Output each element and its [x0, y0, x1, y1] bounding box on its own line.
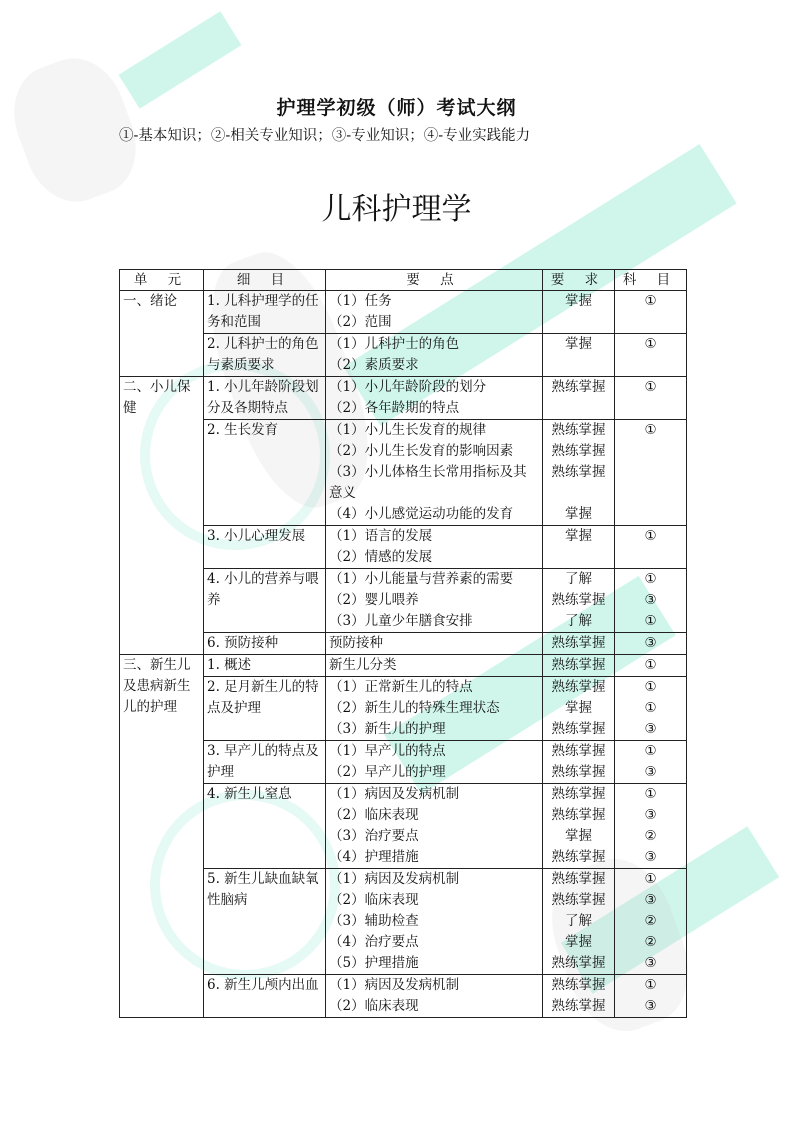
cell-text: ① [644, 977, 657, 993]
cell-text: （1）小儿生长发育的规律 [329, 422, 487, 438]
requirement-cell [543, 975, 615, 1018]
detail-cell [204, 569, 326, 633]
cell-text: （4）治疗要点 [329, 934, 419, 950]
syllabus-table [119, 269, 687, 1018]
cell-text: 熟练掌握 [551, 807, 606, 823]
cell-text: （2）早产儿的护理 [329, 764, 446, 780]
cell-text: 了解 [565, 613, 592, 629]
detail-cell [204, 741, 326, 784]
cell-text: 熟练掌握 [551, 977, 606, 993]
cell-text: 熟练掌握 [551, 892, 606, 908]
cell-text: （2）各年龄期的特点 [329, 400, 460, 416]
detail-name: 3. 小儿心理发展 [207, 528, 306, 544]
table-row [120, 784, 687, 869]
unit-cell [120, 291, 204, 377]
subject-legend: ①-基本知识；②-相关专业知识；③-专业知识；④-专业实践能力 [119, 128, 531, 144]
cell-text: 熟练掌握 [551, 592, 606, 608]
cell-text: （2）临床表现 [329, 998, 419, 1014]
cell-text: 熟练掌握 [551, 464, 606, 480]
cell-text: ① [644, 700, 657, 716]
cell-text: （2）情感的发展 [329, 549, 433, 565]
cell-text: ① [644, 422, 657, 438]
cell-text: ① [644, 613, 657, 629]
cell-text: 熟练掌握 [551, 635, 606, 651]
cell-text: 熟练掌握 [551, 998, 606, 1014]
cell-text: 了解 [565, 913, 592, 929]
table-row [120, 655, 687, 677]
cell-text: ③ [644, 998, 657, 1014]
table-body [120, 291, 687, 1018]
cell-text: 掌握 [565, 934, 592, 950]
table-row [120, 869, 687, 975]
subject-cell [615, 569, 687, 633]
point-cell [326, 334, 543, 377]
cell-text: ② [644, 828, 657, 844]
cell-text: 新生儿分类 [329, 657, 397, 673]
table-row [120, 633, 687, 655]
cell-text: （2）小儿生长发育的影响因素 [329, 443, 514, 459]
requirement-cell [543, 741, 615, 784]
requirement-cell [543, 569, 615, 633]
cell-text: 熟练掌握 [551, 679, 606, 695]
table-row [120, 420, 687, 526]
point-cell [326, 655, 543, 677]
cell-text: 熟练掌握 [551, 379, 606, 395]
cell-text: ③ [644, 764, 657, 780]
cell-text: （5）护理措施 [329, 955, 419, 971]
cell-text: （3）辅助检查 [329, 913, 419, 929]
detail-name: 4. 小儿的营养与喂养 [207, 571, 319, 608]
cell-text: 掌握 [565, 293, 592, 309]
cell-text: （1）小儿年龄阶段的划分 [329, 379, 487, 395]
cell-text: （2）临床表现 [329, 807, 419, 823]
requirement-cell [543, 677, 615, 741]
cell-text: ① [644, 786, 657, 802]
requirement-cell [543, 655, 615, 677]
header-detail: 细 目 [204, 270, 326, 291]
subject-cell [615, 869, 687, 975]
detail-cell [204, 377, 326, 420]
detail-cell [204, 869, 326, 975]
detail-cell [204, 526, 326, 569]
unit-name: 一、绪论 [123, 293, 177, 309]
cell-text: （2）临床表现 [329, 892, 419, 908]
cell-text: 熟练掌握 [551, 443, 606, 459]
requirement-cell [543, 526, 615, 569]
cell-text: ② [644, 934, 657, 950]
cell-text: 熟练掌握 [551, 764, 606, 780]
table-row [120, 975, 687, 1018]
table-row [120, 677, 687, 741]
point-cell [326, 291, 543, 334]
point-cell [326, 377, 543, 420]
detail-name: 4. 新生儿窒息 [207, 786, 292, 802]
detail-name: 2. 足月新生儿的特点及护理 [207, 679, 319, 716]
point-cell [326, 975, 543, 1018]
cell-text: ① [644, 336, 657, 352]
unit-cell [120, 377, 204, 655]
cell-text: （1）任务 [329, 293, 392, 309]
cell-text: ③ [644, 635, 657, 651]
detail-cell [204, 655, 326, 677]
subject-cell [615, 526, 687, 569]
point-cell [326, 784, 543, 869]
subject-cell [615, 420, 687, 526]
cell-text: （3）小儿体格生长常用指标及其意义 [329, 464, 527, 501]
cell-text: ① [644, 528, 657, 544]
cell-text: ③ [644, 849, 657, 865]
subject-cell [615, 677, 687, 741]
requirement-cell [543, 334, 615, 377]
cell-text: （1）正常新生儿的特点 [329, 679, 473, 695]
detail-name: 2. 生长发育 [207, 422, 279, 438]
detail-name: 1. 儿科护理学的任务和范围 [207, 293, 319, 330]
cell-text: 掌握 [565, 700, 592, 716]
header-subject: 科 目 [615, 270, 687, 291]
cell-text: （3）治疗要点 [329, 828, 419, 844]
cell-text: ① [644, 657, 657, 673]
cell-text: （2）范围 [329, 314, 392, 330]
table-row [120, 334, 687, 377]
document-title: 护理学初级（师）考试大纲 [276, 97, 517, 119]
cell-text: （3）新生儿的护理 [329, 721, 446, 737]
blank-line [546, 483, 611, 504]
detail-cell [204, 291, 326, 334]
subject-heading: 儿科护理学 [321, 192, 472, 227]
table-header-row [120, 270, 687, 291]
cell-text: （4）小儿感觉运动功能的发育 [329, 506, 514, 522]
cell-text: 了解 [565, 571, 592, 587]
unit-cell [120, 655, 204, 1018]
cell-text: 熟练掌握 [551, 871, 606, 887]
subject-cell [615, 741, 687, 784]
cell-text: ③ [644, 592, 657, 608]
cell-text: ③ [644, 955, 657, 971]
header-unit: 单 元 [120, 270, 204, 291]
cell-text: 熟练掌握 [551, 422, 606, 438]
point-cell [326, 741, 543, 784]
cell-text: ① [644, 743, 657, 759]
cell-text: （2）婴儿喂养 [329, 592, 419, 608]
cell-text: （1）语言的发展 [329, 528, 433, 544]
point-cell [326, 569, 543, 633]
point-cell [326, 869, 543, 975]
detail-cell [204, 677, 326, 741]
requirement-cell [543, 633, 615, 655]
detail-name: 6. 预防接种 [207, 635, 279, 651]
cell-text: 熟练掌握 [551, 786, 606, 802]
detail-cell [204, 420, 326, 526]
detail-name: 1. 小儿年龄阶段划分及各期特点 [207, 379, 319, 416]
cell-text: ③ [644, 892, 657, 908]
cell-text: ③ [644, 807, 657, 823]
cell-text: ① [644, 679, 657, 695]
table-row [120, 377, 687, 420]
cell-text: ③ [644, 721, 657, 737]
cell-text: ① [644, 871, 657, 887]
cell-text: ① [644, 571, 657, 587]
point-cell [326, 420, 543, 526]
table-row [120, 526, 687, 569]
cell-text: （1）病因及发病机制 [329, 977, 460, 993]
detail-cell [204, 784, 326, 869]
subject-cell [615, 975, 687, 1018]
point-cell [326, 633, 543, 655]
cell-text: （4）护理措施 [329, 849, 419, 865]
cell-text: （2）素质要求 [329, 357, 419, 373]
subject-cell [615, 633, 687, 655]
unit-name: 二、小儿保健 [123, 379, 191, 416]
cell-text: 掌握 [565, 528, 592, 544]
subject-cell [615, 377, 687, 420]
cell-text: 预防接种 [329, 635, 383, 651]
cell-text: （1）病因及发病机制 [329, 871, 460, 887]
cell-text: （1）小儿能量与营养素的需要 [329, 571, 514, 587]
cell-text: 熟练掌握 [551, 849, 606, 865]
subject-cell [615, 784, 687, 869]
detail-cell [204, 334, 326, 377]
detail-cell [204, 975, 326, 1018]
header-point: 要 点 [326, 270, 543, 291]
cell-text: 熟练掌握 [551, 743, 606, 759]
cell-text: 掌握 [565, 506, 592, 522]
requirement-cell [543, 420, 615, 526]
cell-text: ① [644, 293, 657, 309]
point-cell [326, 526, 543, 569]
table-row [120, 291, 687, 334]
cell-text: （1）病因及发病机制 [329, 786, 460, 802]
requirement-cell [543, 377, 615, 420]
subject-cell [615, 291, 687, 334]
cell-text: 熟练掌握 [551, 657, 606, 673]
header-requirement: 要 求 [543, 270, 615, 291]
detail-name: 2. 儿科护士的角色与素质要求 [207, 336, 319, 373]
table-row [120, 569, 687, 633]
point-cell [326, 677, 543, 741]
detail-name: 1. 概述 [207, 657, 252, 673]
cell-text: 熟练掌握 [551, 955, 606, 971]
detail-name: 5. 新生儿缺血缺氧性脑病 [207, 871, 319, 908]
cell-text: 掌握 [565, 828, 592, 844]
requirement-cell [543, 291, 615, 334]
subject-cell [615, 655, 687, 677]
cell-text: 熟练掌握 [551, 721, 606, 737]
cell-text: ② [644, 913, 657, 929]
detail-name: 3. 早产儿的特点及护理 [207, 743, 319, 780]
detail-cell [204, 633, 326, 655]
cell-text: （1）早产儿的特点 [329, 743, 446, 759]
cell-text: （1）儿科护士的角色 [329, 336, 460, 352]
requirement-cell [543, 869, 615, 975]
cell-text: ① [644, 379, 657, 395]
cell-text: 掌握 [565, 336, 592, 352]
subject-cell [615, 334, 687, 377]
requirement-cell [543, 784, 615, 869]
cell-text: （3）儿童少年膳食安排 [329, 613, 473, 629]
unit-name: 三、新生儿及患病新生儿的护理 [123, 657, 191, 715]
table-row [120, 741, 687, 784]
detail-name: 6. 新生儿颅内出血 [207, 977, 319, 993]
cell-text: （2）新生儿的特殊生理状态 [329, 700, 500, 716]
